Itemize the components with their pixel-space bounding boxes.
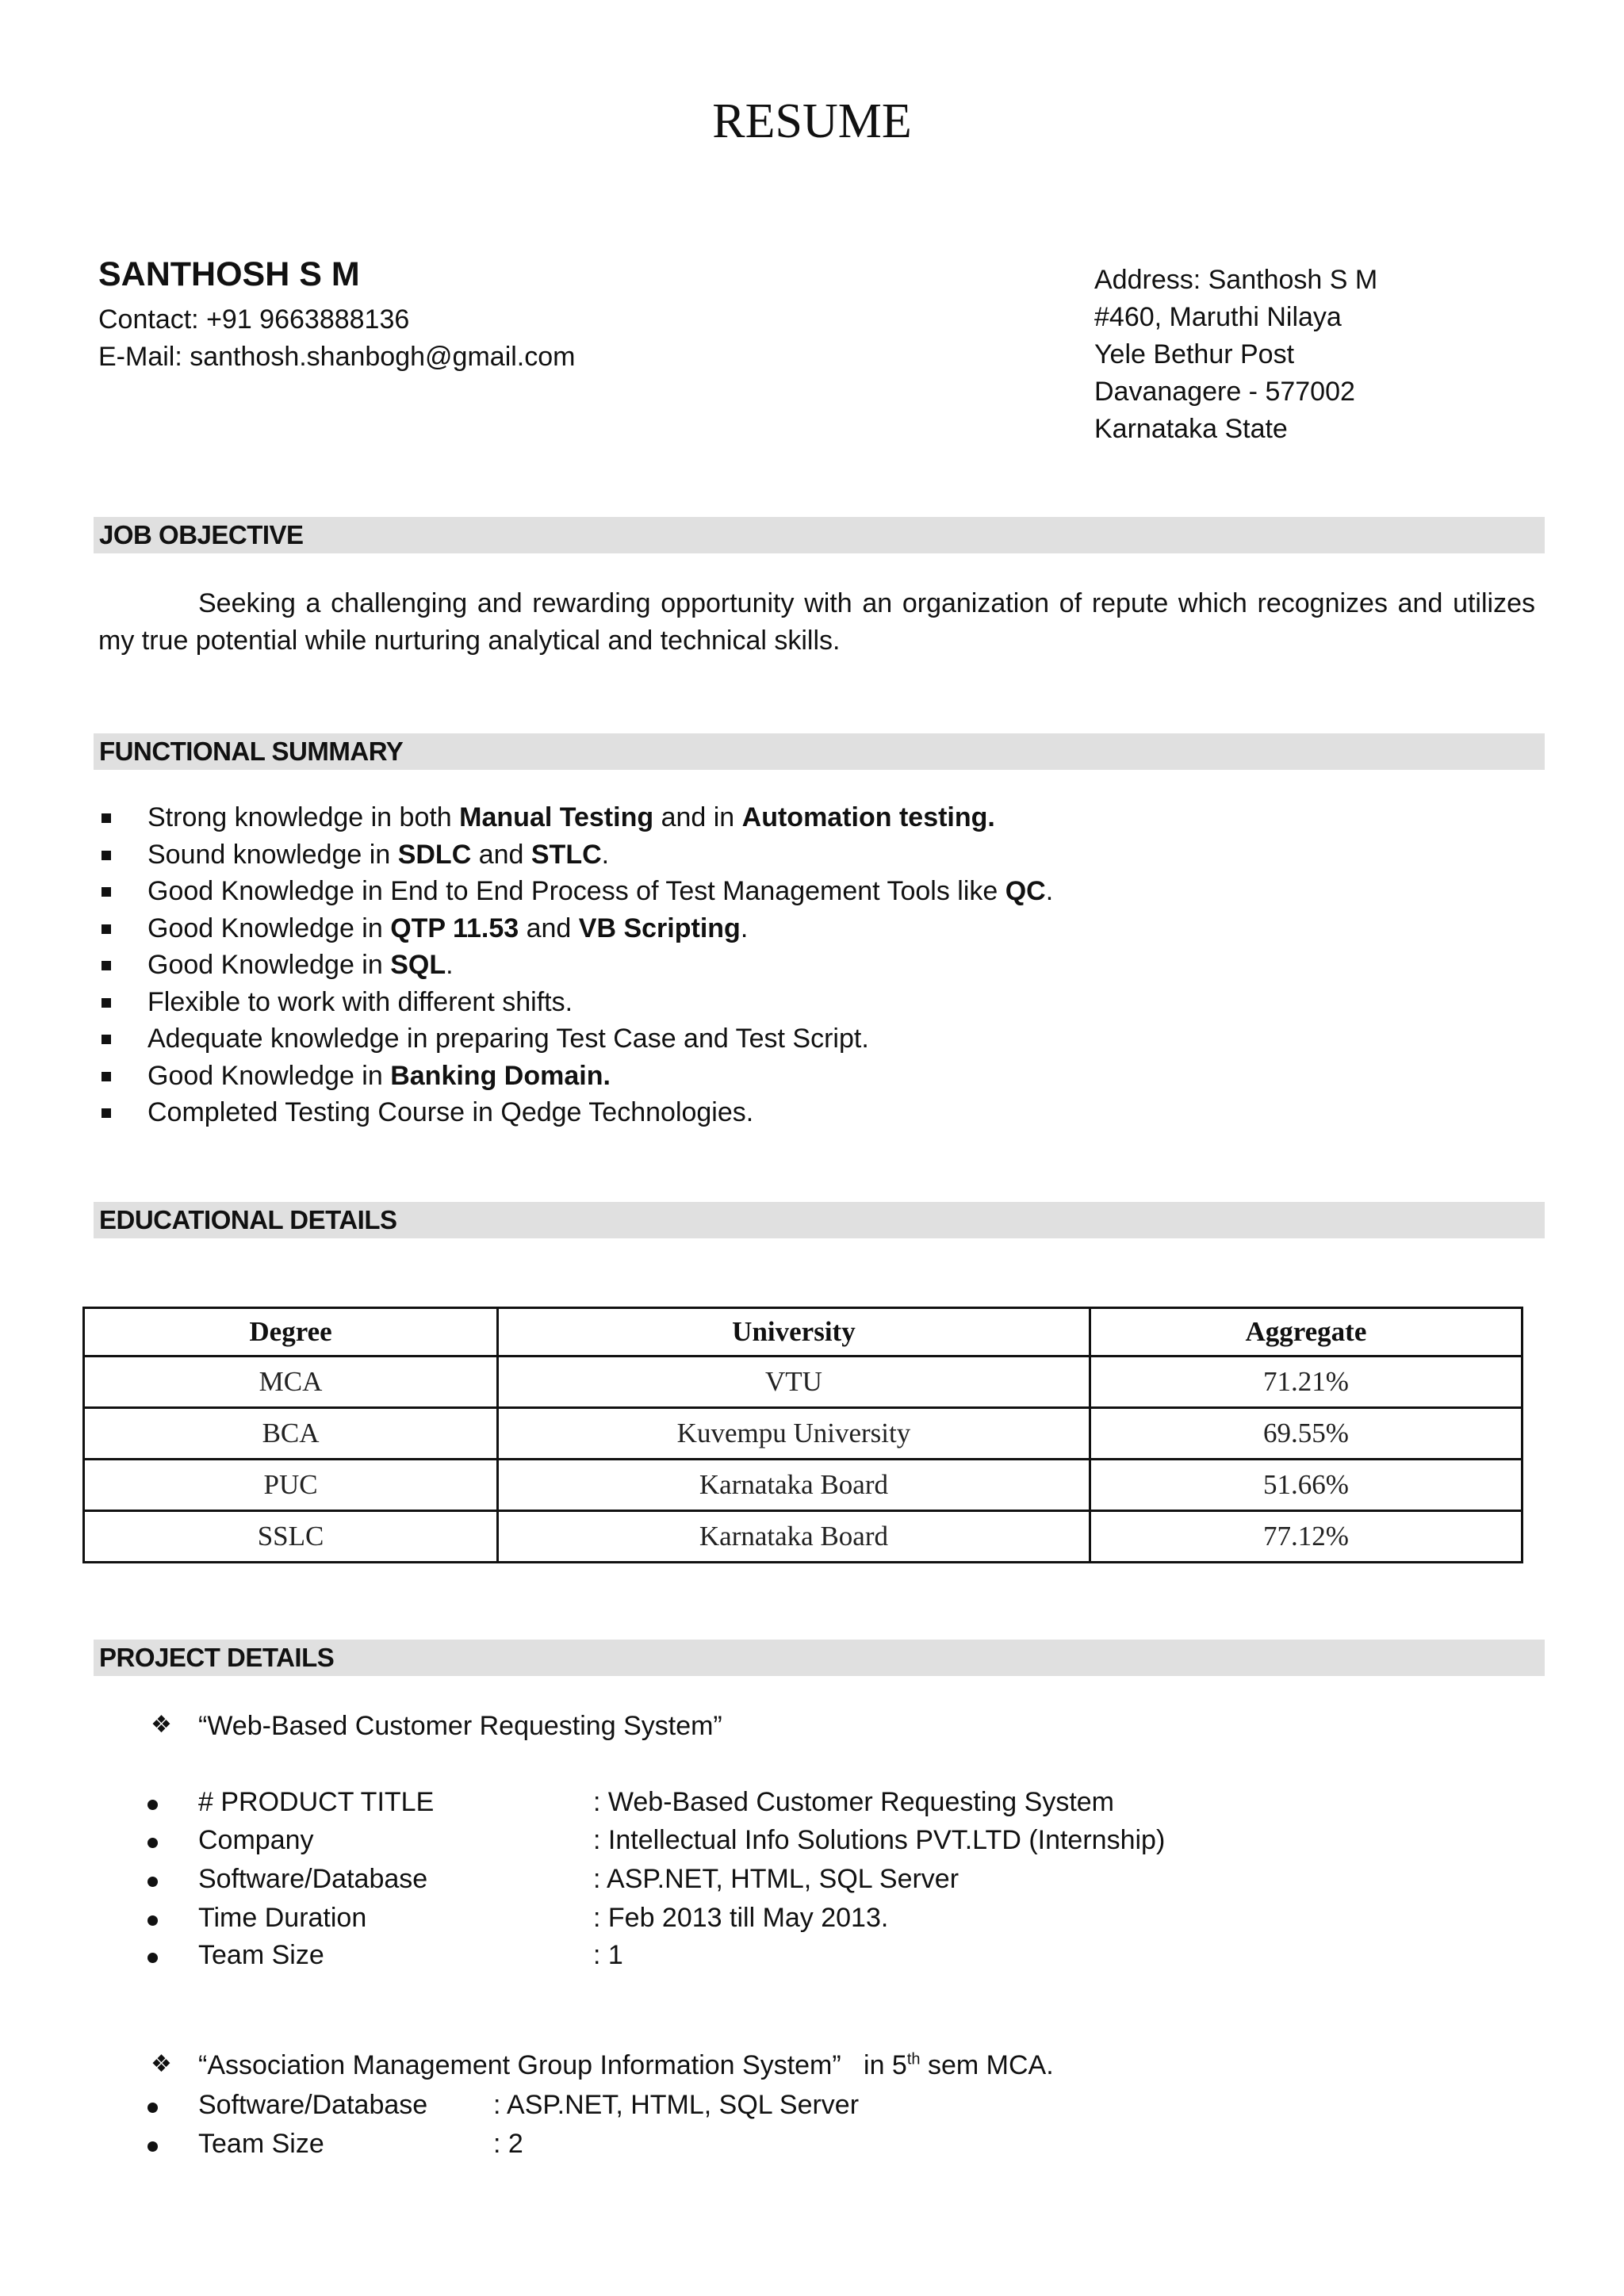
summary-item (98, 910, 1053, 947)
objective-text: Seeking a challenging and rewarding opportunity with an organization of repute which recognizes and utilizes my true potential while nurturing analytical and technical skills. (98, 588, 1535, 656)
summary-text: Completed Testing Course in Qedge Technologies. (147, 1097, 754, 1127)
table-row (84, 1408, 1522, 1460)
summary-text: . (1045, 876, 1054, 906)
square-bullet-icon (102, 924, 111, 934)
square-bullet-icon (102, 961, 111, 970)
bullet-icon (147, 1800, 158, 1810)
project-title: “Web-Based Customer Requesting System” (198, 1711, 722, 1741)
diamond-bullet-icon: ❖ (151, 1712, 172, 1738)
bullet-icon (147, 1877, 158, 1887)
bullet-icon (147, 1953, 158, 1963)
field-value: : 2 (493, 2129, 523, 2159)
document-title: RESUME (712, 94, 912, 148)
address-line: #460, Maruthi Nilaya (1094, 302, 1342, 332)
address-line: Yele Bethur Post (1094, 339, 1295, 369)
candidate-name: SANTHOSH S M (98, 255, 360, 293)
summary-item (98, 1094, 1053, 1131)
summary-text: . (601, 839, 610, 870)
address-line: Davanagere - 577002 (1094, 377, 1355, 407)
cell-university: Karnataka Board (498, 1511, 1090, 1563)
cell-university: VTU (498, 1357, 1090, 1408)
section-heading: EDUCATIONAL DETAILS (99, 1205, 397, 1234)
bullet-icon (147, 1838, 158, 1848)
cell-aggregate: 71.21% (1090, 1357, 1522, 1408)
field-value: : ASP.NET, HTML, SQL Server (593, 1864, 959, 1894)
summary-item (98, 873, 1053, 910)
summary-text: and in (653, 802, 742, 832)
column-header-university: University (498, 1308, 1090, 1357)
field-value: : Web-Based Customer Requesting System (593, 1787, 1114, 1817)
project-title-line (198, 2050, 1054, 2081)
field-value: : ASP.NET, HTML, SQL Server (493, 2090, 860, 2120)
field-label: Time Duration (198, 1903, 367, 1933)
summary-item (98, 1020, 1053, 1058)
summary-emphasis: Manual Testing (459, 802, 654, 832)
summary-item (98, 799, 1053, 836)
summary-item (98, 947, 1053, 984)
summary-emphasis: QC (1005, 876, 1046, 906)
bullet-icon (147, 1915, 158, 1926)
summary-text: Good Knowledge in (147, 913, 391, 943)
summary-emphasis: SDLC (397, 839, 472, 870)
education-table (82, 1307, 1523, 1563)
contact-email: E-Mail: santhosh.shanbogh@gmail.com (98, 342, 576, 372)
cell-degree: BCA (84, 1408, 498, 1460)
section-heading: PROJECT DETAILS (99, 1643, 335, 1672)
column-header-aggregate: Aggregate (1090, 1308, 1522, 1357)
functional-summary-list (98, 799, 1053, 1131)
cell-university: Karnataka Board (498, 1460, 1090, 1511)
section-heading: FUNCTIONAL SUMMARY (99, 737, 404, 766)
contact-phone: Contact: +91 9663888136 (98, 304, 410, 335)
table-row (84, 1460, 1522, 1511)
summary-text: . (446, 950, 454, 980)
cell-degree: MCA (84, 1357, 498, 1408)
summary-emphasis: QTP 11.53 (390, 913, 519, 943)
field-label: Software/Database (198, 2090, 428, 2120)
section-functional-summary (94, 733, 1545, 770)
square-bullet-icon (102, 1072, 111, 1081)
field-label: Team Size (198, 2129, 324, 2159)
table-row (84, 1357, 1522, 1408)
diamond-bullet-icon: ❖ (151, 2051, 172, 2077)
summary-text: and (471, 839, 531, 870)
summary-text: Good Knowledge in (147, 950, 391, 980)
section-heading: JOB OBJECTIVE (99, 520, 304, 549)
field-label: Software/Database (198, 1864, 428, 1894)
cell-degree: SSLC (84, 1511, 498, 1563)
project-semester-suffix: sem MCA. (920, 2050, 1054, 2080)
summary-emphasis: VB Scripting (578, 913, 741, 943)
square-bullet-icon (102, 851, 111, 860)
table-row (84, 1511, 1522, 1563)
field-value: : Feb 2013 till May 2013. (593, 1903, 889, 1933)
field-label: Company (198, 1825, 314, 1855)
summary-emphasis: Automation testing. (741, 802, 995, 832)
table-header-row (84, 1308, 1522, 1357)
square-bullet-icon (102, 887, 111, 897)
field-label: # PRODUCT TITLE (198, 1787, 435, 1817)
square-bullet-icon (102, 1108, 111, 1118)
address-line: Address: Santhosh S M (1094, 265, 1378, 295)
summary-text: Good Knowledge in (147, 1060, 391, 1091)
ordinal-suffix: th (906, 2050, 921, 2068)
square-bullet-icon (102, 998, 111, 1008)
summary-item (98, 1058, 1053, 1095)
summary-text: Strong knowledge in both (147, 802, 460, 832)
field-value: : 1 (593, 1940, 623, 1970)
summary-text: and (519, 913, 579, 943)
summary-emphasis: SQL (390, 950, 446, 980)
cell-aggregate: 77.12% (1090, 1511, 1522, 1563)
summary-item (98, 836, 1053, 874)
summary-emphasis: STLC (530, 839, 602, 870)
bullet-icon (147, 2103, 158, 2113)
cell-aggregate: 51.66% (1090, 1460, 1522, 1511)
cell-aggregate: 69.55% (1090, 1408, 1522, 1460)
summary-text: Good Knowledge in End to End Process of Test Management Tools like (147, 876, 1005, 906)
summary-text: Adequate knowledge in preparing Test Case and Test Script. (147, 1024, 869, 1054)
section-job-objective (94, 517, 1545, 553)
field-value: : Intellectual Info Solutions PVT.LTD (Internship) (593, 1825, 1166, 1855)
square-bullet-icon (102, 1035, 111, 1044)
summary-text: Sound knowledge in (147, 839, 398, 870)
section-educational-details (94, 1202, 1545, 1238)
cell-university: Kuvempu University (498, 1408, 1090, 1460)
summary-text: . (740, 913, 749, 943)
project-title: “Association Management Group Information System” (198, 2050, 841, 2080)
bullet-icon (147, 2141, 158, 2152)
summary-text: Flexible to work with different shifts. (147, 986, 573, 1017)
address-line: Karnataka State (1094, 414, 1288, 444)
field-label: Team Size (198, 1940, 324, 1970)
section-project-details (94, 1640, 1545, 1676)
cell-degree: PUC (84, 1460, 498, 1511)
summary-item (98, 984, 1053, 1021)
address-block (1094, 262, 1377, 448)
column-header-degree: Degree (84, 1308, 498, 1357)
project-semester-prefix: in 5 (841, 2050, 907, 2080)
summary-emphasis: Banking Domain. (390, 1060, 611, 1091)
square-bullet-icon (102, 813, 111, 823)
